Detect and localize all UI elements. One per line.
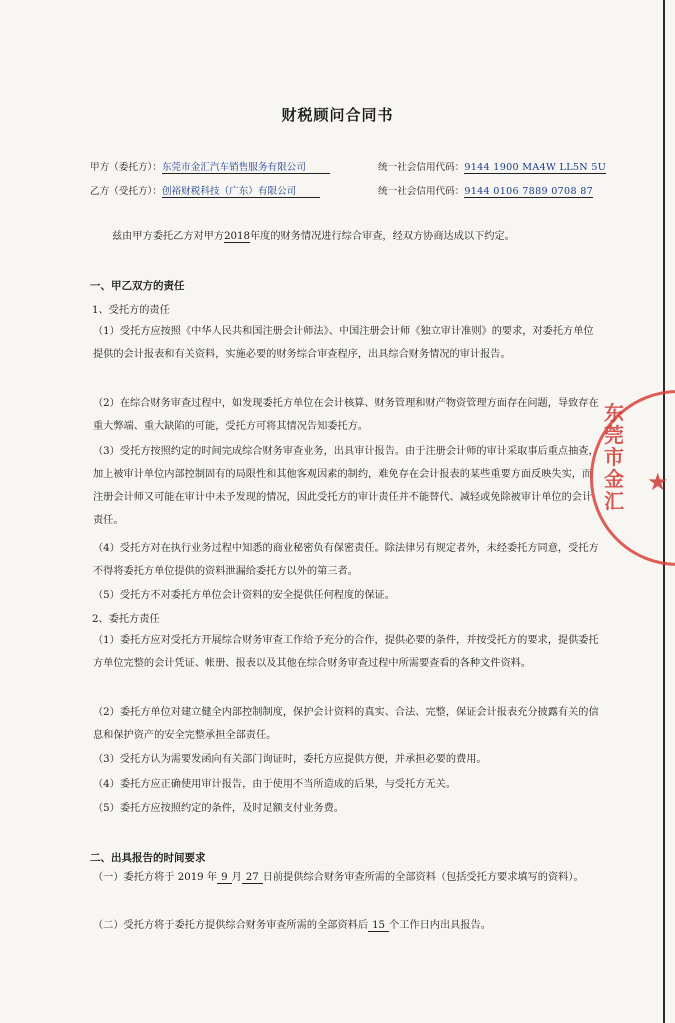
s2i1-text-end: 日前提供综合财务审查所需的全部资料（包括受托方要求填写的资料）。: [262, 872, 584, 883]
s2i2-text-end: 个工作日内出具报告。: [389, 920, 491, 931]
sub2-item-4: （4）委托方应正确使用审计报告，由于使用不当所造成的后果，与受托方无关。: [93, 779, 457, 790]
s2i2-days: 15: [368, 920, 389, 932]
party-a-label: 甲方（委托方）：: [90, 162, 162, 173]
section-2-item-2: [93, 914, 599, 937]
sub1-item-4: （4）受托方对在执行业务过程中知悉的商业秘密负有保密责任。除法律另有规定者外，未经委托方同意，受托方不得将委托方单位提供的资料泄漏给委托方以外的第三者。: [93, 543, 599, 577]
s2i1-month: 9: [217, 872, 231, 884]
party-b-label: 乙方（受托方）：: [90, 186, 162, 197]
s2i1-text-start: （一）委托方将于 2019 年: [93, 872, 218, 883]
document-title: 财税顾问合同书: [281, 106, 394, 124]
intro-text-start: 兹由甲方委托乙方对甲方: [112, 231, 225, 242]
section-2-item-1: [93, 866, 599, 889]
s2i2-text-start: （二）受托方将于委托方提供综合财务审查所需的全部资料后: [93, 920, 369, 931]
party-a-row: [90, 159, 330, 173]
sub1-item-3: （3）受托方按照约定的时间完成综合财务审查业务，出具审计报告。由于注册会计师的审计采取事后重点抽查，加上被审计单位内部控制固有的局限性和其他客观因素的制约，难免存在会计报表的某些重要方面反映失实，而注册会计师又可能在审计中未予发现的情况，因此受托方的审计责任并不能替代、减轻或免除被审计单位的会计责任。: [93, 446, 599, 526]
party-b-credit-row: [378, 183, 593, 197]
s2i1-month-unit: 月: [231, 872, 242, 883]
sub2-item-2: （2）委托方单位对建立健全内部控制制度，保护会计资料的真实、合法、完整，保证会计报表充分披露有关的信息和保护资产的安全完整承担全部责任。: [93, 707, 599, 741]
party-b-credit-code: 9144 0106 7889 0708 87: [464, 186, 594, 197]
party-a-name: 东莞市金汇汽车销售服务有限公司: [162, 162, 330, 174]
intro-paragraph: [112, 227, 515, 242]
company-seal-text: 东 莞 市 金 汇: [604, 401, 624, 513]
sub2-item-3: （3）受托方认为需要发函向有关部门询证时，委托方应提供方便，并承担必要的费用。: [93, 754, 487, 765]
sub2-item-1: （1）委托方应对受托方开展综合财务审查工作给予充分的合作，提供必要的条件，并按受托方的要求，提供委托方单位完整的会计凭证、帐册、报表以及其他在综合财务审查过程中所需要查看的各种文件资料。: [93, 635, 599, 669]
sub1-item-2: （2）在综合财务审查过程中，如发现委托方单位在会计核算、财务管理和财产物资管理方面存在问题，导致存在重大弊端、重大缺陷的可能，受托方可将其情况告知委托方。: [93, 398, 599, 432]
section-1-sub2-heading: 2、委托方责任: [92, 614, 160, 625]
sub2-item-5: （5）委托方应按照约定的条件，及时足额支付业务费。: [93, 803, 344, 814]
party-a-credit-label: 统一社会信用代码：: [378, 162, 465, 173]
intro-text-end: 年度的财务情况进行综合审查，经双方协商达成以下约定。: [250, 231, 515, 242]
party-a-credit-code: 9144 1900 MA4W LL5N 5U: [464, 162, 607, 173]
party-b-credit-label: 统一社会信用代码：: [378, 186, 465, 197]
company-seal-star: ★: [647, 468, 669, 496]
party-b-row: [90, 183, 320, 197]
section-1-heading: 一、甲乙双方的责任: [90, 280, 185, 292]
intro-year: 2018: [224, 231, 250, 242]
sub1-item-5: （5）受托方不对委托方单位会计资料的安全提供任何程度的保证。: [93, 590, 395, 601]
section-1-sub1-heading: 1、受托方的责任: [92, 305, 170, 316]
sub1-item-1: （1）受托方应按照《中华人民共和国注册会计师法》、中国注册会计师《独立审计准则》的要求，对委托方单位提供的会计报表和有关资料，实施必要的财务综合审查程序，出具综合财务情况的审计报告。: [93, 326, 594, 360]
s2i1-day: 27: [242, 872, 263, 884]
party-a-credit-row: [378, 159, 606, 173]
section-2-heading: 二、出具报告的时间要求: [90, 852, 206, 864]
party-b-name: 创裕财税科技（广东）有限公司: [162, 186, 320, 198]
